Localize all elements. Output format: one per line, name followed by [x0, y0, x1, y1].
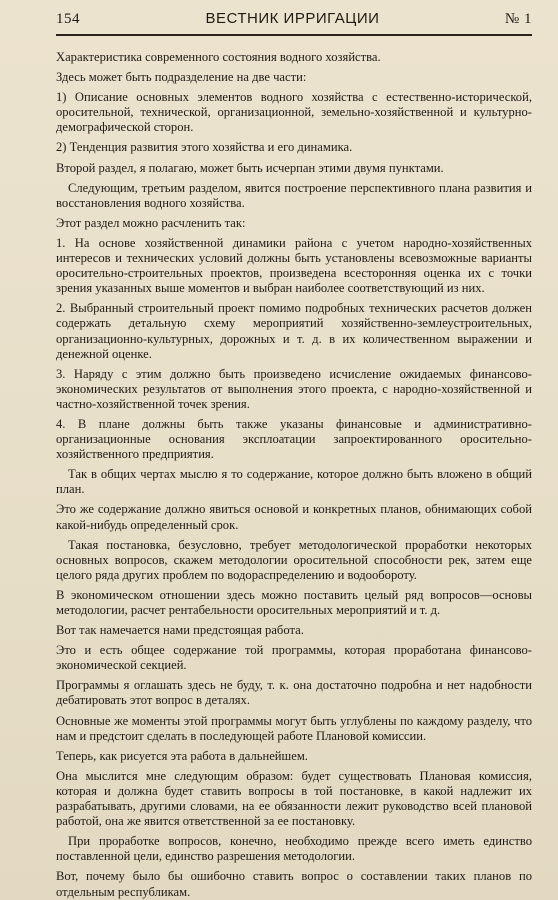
paragraph: 3. Наряду с этим должно быть произведено исчисление ожидаемых финансово-экономических результатов от выполнения этого проекта, с народно-хозяйственной и частно-хозяйственной точек зрения. [56, 366, 532, 411]
paragraph: Программы я оглашать здесь не буду, т. к. она достаточно подробна и нет надобности дебатировать этот вопрос в деталях. [56, 678, 532, 708]
paragraph: Второй раздел, я полагаю, может быть исчерпан этими двумя пунктами. [56, 160, 444, 175]
paragraph: В экономическом отношении здесь можно поставить целый ряд вопросов—основы методологии, расчет рентабельности оросительных мероприятий и т. д. [56, 587, 532, 617]
paragraph: Характеристика современного состояния водного хозяйства. [56, 50, 381, 64]
paragraph: 2. Выбранный строительный проект помимо подробных технических расчетов должен содержать детальную схему мероприятий хозяйственно-землеустроительных, организационно-культурных, дорожных и т. д. в их количественном выражении и денежной оценке. [56, 301, 532, 361]
paragraph: 2) Тенденция развития этого хозяйства и его динамика. [56, 140, 353, 155]
paragraph: 4. В плане должны быть также указаны финансовые и административно-организационные основания эксплоатации запроектированного оросительно-хозяйственного предприятия. [56, 416, 532, 462]
article-body [56, 50, 532, 900]
paragraph: Так в общих чертах мыслю я то содержание, которое должно быть вложено в общий план. [56, 467, 532, 497]
paragraph: Это и есть общее содержание той программы, которая проработана финансово-экономической секцией. [56, 643, 532, 673]
page-header [56, 10, 532, 34]
paragraph: Вот, почему было бы ошибочно ставить вопрос о составлении таких планов по отдельным республикам. [56, 869, 532, 899]
issue-number: № 1 [504, 11, 532, 27]
paragraph: Она мыслится мне следующим образом: будет существовать Плановая комиссия, которая и должна будет ставить вопросы в той постановке, в какой надлежит их разрабатывать, другими словами, на ее обязанности лежит руководство всей плановой работой, она же явится ответственной за ее постановку. [56, 768, 532, 829]
paragraph: Это же содержание должно явиться основой и конкретных планов, обнимающих собой какой-нибудь определенный срок. [56, 502, 532, 532]
paragraph: Теперь, как рисуется эта работа в дальнейшем. [56, 748, 308, 763]
journal-title: ВЕСТНИК ИРРИГАЦИИ [205, 10, 380, 27]
paragraph: Следующим, третьим разделом, явится построение перспективного плана развития и восстановления водного хозяйства. [56, 180, 532, 210]
paragraph: При проработке вопросов, конечно, необходимо прежде всего иметь единство поставленной цели, единство разрешения методологии. [56, 834, 532, 864]
paragraph: Основные же моменты этой программы могут быть углублены по каждому разделу, что нам и предстоит сделать в последующей работе Плановой комиссии. [56, 713, 532, 743]
paragraph: 1. На основе хозяйственной динамики района с учетом народно-хозяйственных интересов и технических условий должны быть установлены всевозможные варианты оросительно-строительных проектов, произведена всесторонняя оценка их с точки зрения указанных выше моментов и выбран наиболее соответствующий из них. [56, 235, 532, 296]
paragraph: 1) Описание основных элементов водного хозяйства с естественно-исторической, оросительной, технической, организационной, земельно-хозяйственной и культурно-демографической сторон. [56, 90, 532, 135]
paragraph: Вот так намечается нами предстоящая работа. [56, 623, 304, 638]
header-rule [56, 34, 532, 36]
paragraph: Этот раздел можно расчленить так: [56, 215, 246, 230]
page-number: 154 [56, 11, 80, 27]
paragraph: Здесь может быть подразделение на две части: [56, 70, 307, 85]
paragraph: Такая постановка, безусловно, требует методологической проработки некоторых основных вопросов, скажем методологии оросительной способности рек, затем еще целого ряда других проблем по водораспределению и водообороту. [56, 537, 532, 582]
